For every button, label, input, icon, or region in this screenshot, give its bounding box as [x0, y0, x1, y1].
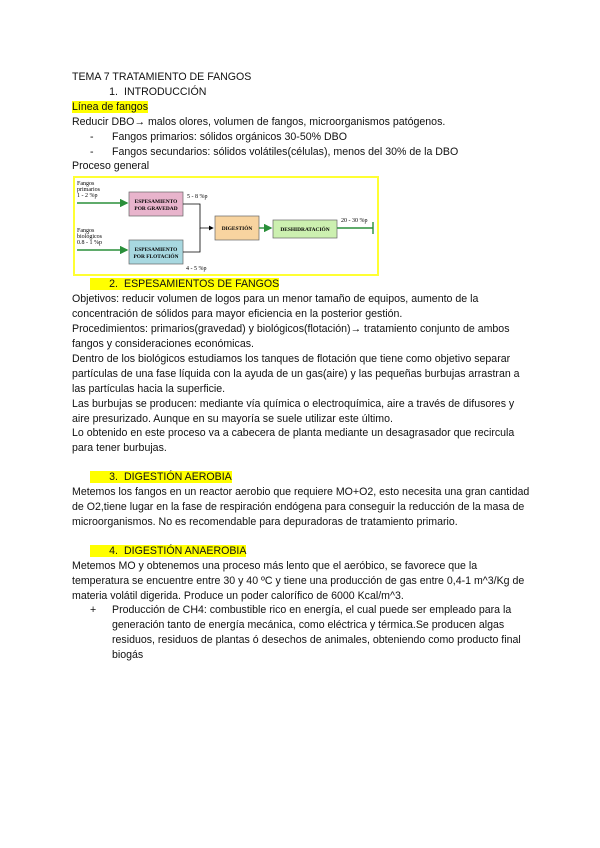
- section-1-heading: [72, 85, 532, 100]
- section-4-number: 4.: [109, 544, 118, 557]
- box-digestion-label: DIGESTIÓN: [221, 226, 253, 233]
- box-flotation-label-1: ESPESAMIENTO: [134, 247, 178, 254]
- paragraph: Objetivos: reducir volumen de logos para un menor tamaño de equipos, aumento de la concentración de sólidos para mayor eficiencia en la posterior gestión.: [72, 293, 479, 321]
- linea-de-fangos-heading: Línea de fangos: [72, 100, 148, 113]
- bullet-text: Fangos secundarios: sólidos volátiles(células), menos del 30% de la DBO: [112, 145, 459, 158]
- section-3-number: 3.: [109, 471, 118, 484]
- bullet-text: Producción de CH4: combustible rico en energía, el cual puede ser empleado para la generación tanto de energía mecánica, como eléctrica y térmica.Se producen algas residuos, residuos de plantas ó desechos de animales, obteniendo como producto final biogás: [112, 604, 521, 662]
- section-4-heading: [72, 544, 532, 559]
- list-item: [72, 145, 532, 160]
- box-dehydration-label: DESHIDRATACIÓN: [280, 227, 330, 234]
- bullet-text: Fangos primarios: sólidos orgánicos 30-50% DBO: [112, 130, 347, 143]
- process-diagram: [73, 176, 379, 276]
- section-2-title: ESPESAMIENTOS DE FANGOS: [124, 278, 280, 291]
- label-4-5: 4 - 5 %p: [186, 266, 207, 273]
- label-5-8: 5 - 8 %p: [187, 194, 208, 201]
- box-flotation-label-2: POR FLOTACIÓN: [133, 254, 179, 261]
- input-bio-label-2: biológicos: [77, 234, 102, 241]
- paragraph: Metemos MO y obtenemos una proceso más lento que el aeróbico, se favorece que la temperatura se encuentre entre 30 y 40 ºC y tiene una producción de gas entre 0,4-1 m^3/Kg de materia volátil digerida. Produce un poder calorífico de 6000 Kcal/m^3.: [72, 559, 525, 602]
- section-3-title: DIGESTIÓN AEROBIA: [124, 471, 232, 484]
- input-primary-label-1: Fangos: [77, 181, 95, 188]
- label-20-30: 20 - 30 %p: [341, 218, 368, 225]
- arrow-flotation-to-digestion: [183, 228, 200, 252]
- list-item: [72, 603, 532, 663]
- proceso-general-label: Proceso general: [72, 160, 150, 173]
- bullet-marker: -: [90, 145, 94, 158]
- box-gravity-label-1: ESPESAMIENTO: [134, 199, 178, 206]
- paragraph: Metemos los fangos en un reactor aerobio que requiere MO+O2, esto necesita una gran cantidad de O2,tiene lugar en la fase de respiración endógena para conseguir la reducción de la masa de microorganismos. No es recomendable para depuradoras de tratamiento primario.: [72, 486, 530, 528]
- input-bio-label-3: 0.8 - 1 %p: [77, 240, 102, 247]
- reducir-text: Reducir DBO→ malos olores, volumen de fangos, microorganismos patógenos.: [72, 115, 446, 128]
- process-diagram-svg: [75, 178, 377, 274]
- bullet-marker: +: [90, 604, 97, 617]
- document-page: [72, 70, 532, 663]
- section-1-number: 1.: [109, 85, 118, 98]
- paragraph: Las burbujas se producen: mediante vía química o electroquímica, aire a través de difusores y aire presurizado. Aunque en su mayoría se suele utilizar este último.: [72, 397, 515, 425]
- input-primary-label-2: primarios: [77, 187, 100, 194]
- list-item: [72, 130, 532, 145]
- document-title: TEMA 7 TRATAMIENTO DE FANGOS: [72, 71, 252, 83]
- section-4-title: DIGESTIÓN ANAEROBIA: [124, 544, 247, 557]
- section-2-number: 2.: [109, 278, 118, 291]
- bullet-marker: -: [90, 130, 94, 143]
- paragraph: Dentro de los biológicos estudiamos los tanques de flotación que tiene como objetivo separar partículas de una fase líquida con la ayuda de un gas(aire) y las pequeñas burbujas arrastran a las partículas hacia la superficie.: [72, 352, 520, 395]
- section-3-heading: [72, 470, 532, 485]
- box-gravity-label-2: POR GRAVEDAD: [134, 206, 178, 213]
- paragraph: Procedimientos: primarios(gravedad) y biológicos(flotación)→ tratamiento conjunto de ambos fangos y consideraciones económicas.: [72, 323, 510, 350]
- section-2-heading: [72, 277, 532, 292]
- input-bio-label-1: Fangos: [77, 228, 95, 235]
- section-1-title: INTRODUCCIÓN: [124, 85, 207, 98]
- arrow-gravity-to-digestion: [183, 204, 213, 228]
- input-primary-label-3: 1 - 2 %p: [77, 193, 98, 200]
- paragraph: Lo obtenido en este proceso va a cabecera de planta mediante un desagrasador que recircula para tener burbujas.: [72, 427, 515, 455]
